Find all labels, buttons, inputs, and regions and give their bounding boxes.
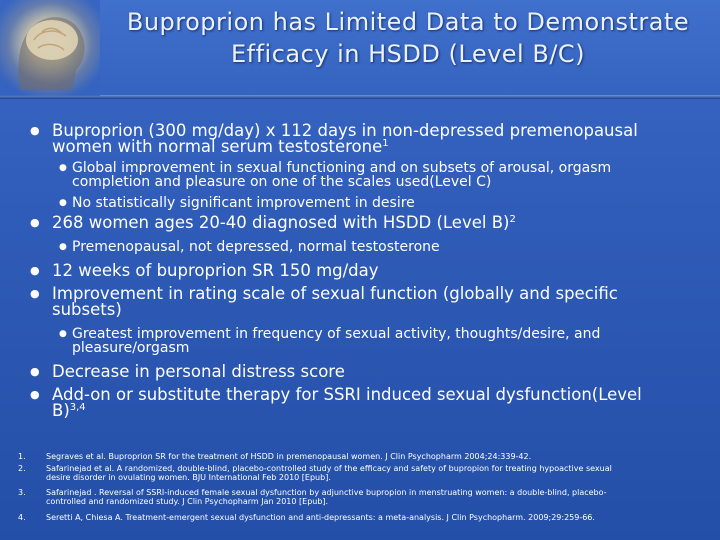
reference-text: Seretti A, Chiesa A. Treatment-emergent sexual dysfunction and anti-depressants: a meta-analysis. J Clin Psychopharm. 2009;29:259-66. bbox=[46, 513, 595, 522]
footnote-ref: 3,4 bbox=[69, 402, 86, 413]
slide-title bbox=[100, 6, 716, 70]
footnote-ref: 2 bbox=[509, 214, 516, 225]
footnote-ref: 1 bbox=[382, 138, 389, 149]
bullet-dot: ● bbox=[59, 163, 67, 173]
reference-number: 3. bbox=[18, 488, 26, 497]
reference-number: 4. bbox=[18, 513, 26, 522]
reference-text-line-2: controlled and randomized study. J Clin Psychopharm Jan 2010 [Epub]. bbox=[46, 497, 329, 506]
bullet-dot: ● bbox=[30, 124, 40, 137]
reference-text-line-1: Safarinejad et al. A randomized, double-blind, placebo-controlled study of the efficacy and safety of bupropion for treating hypoactive sexual bbox=[46, 464, 612, 473]
bullet-text-line-2: women with normal serum testosterone bbox=[52, 137, 383, 156]
bullet-dot: ● bbox=[59, 329, 67, 339]
bullet-text-line-2: completion and pleasure on one of the scales used(Level C) bbox=[72, 174, 492, 190]
bullet-text: No statistically significant improvement in desire bbox=[72, 195, 415, 211]
bullet-dot: ● bbox=[59, 242, 67, 252]
slide-title-line-2: Efficacy in HSDD (Level B/C) bbox=[230, 40, 586, 68]
reference-text: Segraves et al. Buproprion SR for the treatment of HSDD in premenopausal women. J Clin Psychopharm 2004;24:339-42. bbox=[46, 452, 532, 461]
bullet-text-line-1: Buproprion (300 mg/day) x 112 days in non-depressed premenopausal bbox=[52, 121, 638, 140]
bullet-text-line-2: subsets) bbox=[52, 300, 122, 319]
bullet-text-line-1: Improvement in rating scale of sexual function (globally and specific bbox=[52, 284, 618, 303]
bullet-text-line-2: pleasure/orgasm bbox=[72, 340, 190, 356]
reference-number: 2. bbox=[18, 464, 26, 473]
bullet-text-line-1: Add-on or substitute therapy for SSRI induced sexual dysfunction(Level bbox=[52, 385, 642, 404]
bullet-text-line-2: B) bbox=[52, 401, 70, 420]
bullet-dot: ● bbox=[30, 365, 40, 378]
bullet-dot: ● bbox=[30, 388, 40, 401]
bullet-dot: ● bbox=[59, 198, 67, 208]
bullet-text: 12 weeks of buproprion SR 150 mg/day bbox=[52, 261, 379, 280]
bullet-text: Decrease in personal distress score bbox=[52, 362, 345, 381]
reference-text-line-1: Safarinejad . Reversal of SSRI-induced female sexual dysfunction by adjunctive bupropion in menstruating women: a double-blind, placebo- bbox=[46, 488, 607, 497]
bullet-text-line-1: Greatest improvement in frequency of sexual activity, thoughts/desire, and bbox=[72, 326, 601, 342]
reference-text-line-2: desire disorder in ovulating women. BJU International Feb 2010 [Epub]. bbox=[46, 473, 331, 482]
bullet-text: Premenopausal, not depressed, normal testosterone bbox=[72, 239, 440, 255]
header-divider bbox=[0, 95, 720, 99]
bullet-text-line-1: Global improvement in sexual functioning and on subsets of arousal, orgasm bbox=[72, 160, 612, 176]
bullet-dot: ● bbox=[30, 264, 40, 277]
bullet-dot: ● bbox=[30, 287, 40, 300]
reference-number: 1. bbox=[18, 452, 26, 461]
bullet-dot: ● bbox=[30, 216, 40, 229]
head-brain-glow-icon bbox=[0, 0, 100, 96]
slide-title-line-1: Buproprion has Limited Data to Demonstrate bbox=[126, 8, 690, 36]
bullet-text: 268 women ages 20-40 diagnosed with HSDD (Level B) bbox=[52, 213, 510, 232]
